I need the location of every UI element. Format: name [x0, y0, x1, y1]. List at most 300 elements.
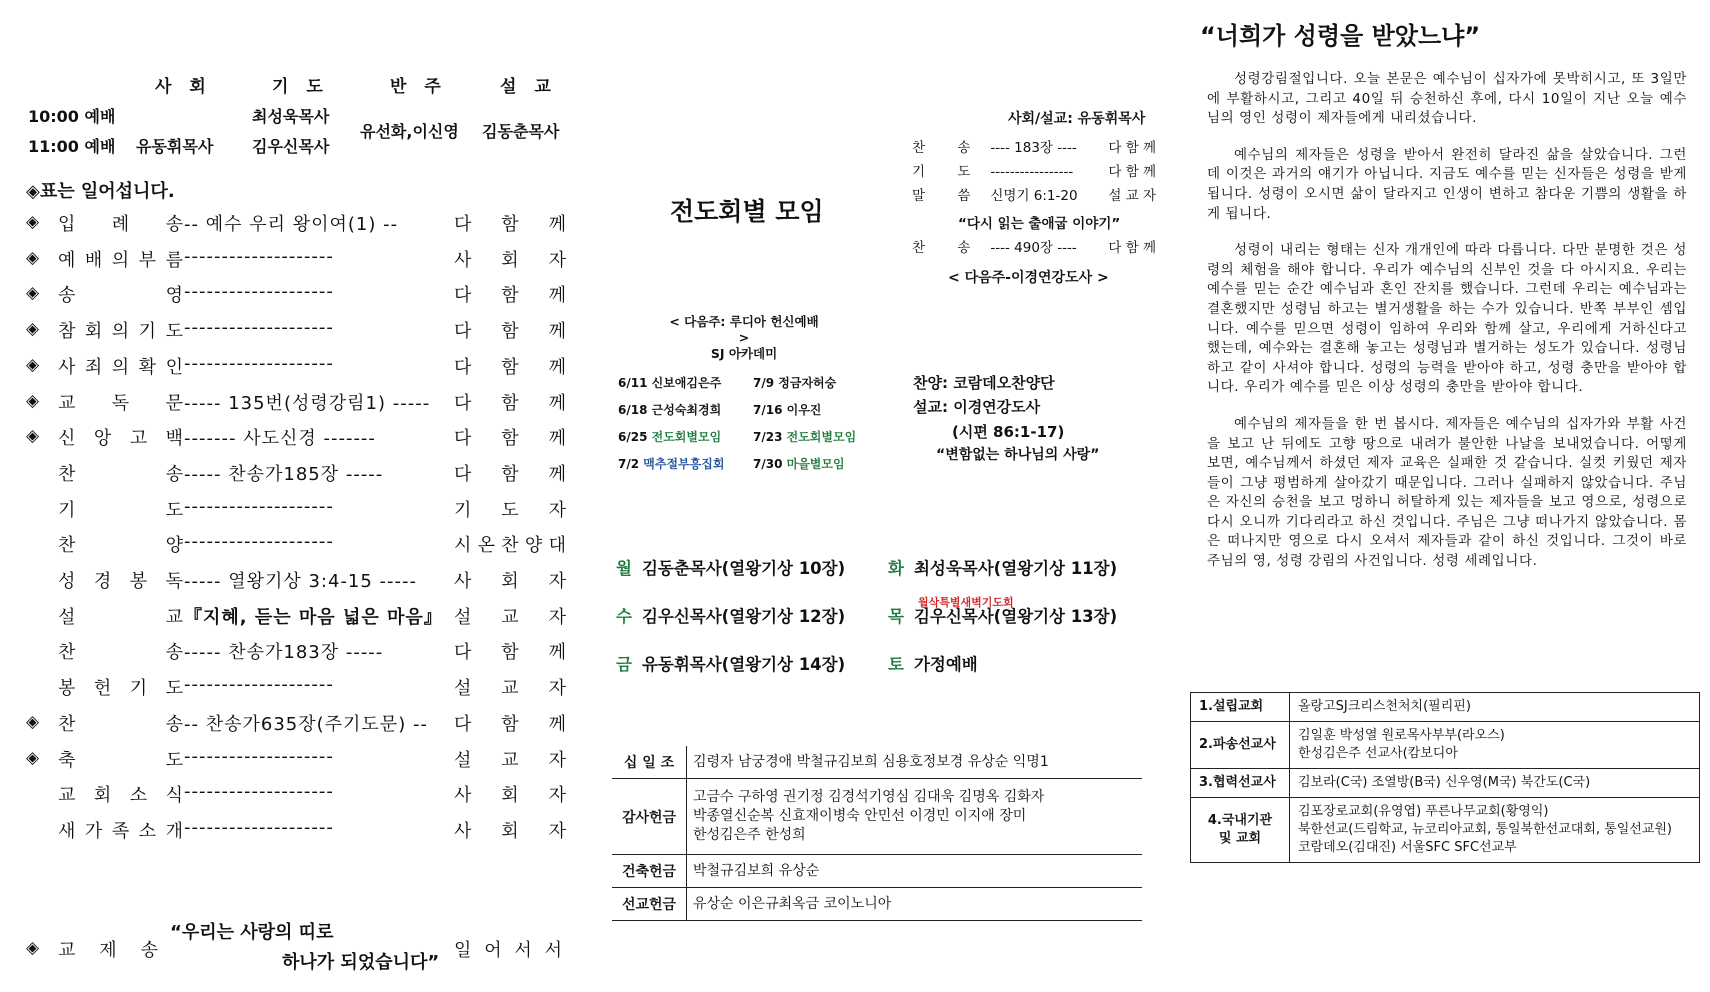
offering-type: 건축헌금 — [612, 855, 687, 888]
char: 양 — [524, 535, 543, 557]
offering-type: 선교헌금 — [612, 888, 687, 921]
header-prayer: 기 도 — [272, 77, 329, 97]
char: 회 — [501, 249, 519, 271]
order-item-detail: -------------------- — [184, 245, 334, 267]
order-row — [26, 781, 566, 811]
offering-type: 감사헌금 — [612, 779, 687, 855]
char: 대 — [548, 535, 566, 557]
calendar-date: 6/11 — [618, 376, 648, 390]
char: 축 — [58, 749, 76, 771]
char: 자 — [548, 678, 566, 700]
next-event-line-1: < 다음주: 루디아 헌신예배 > — [669, 314, 819, 345]
char: 함 — [501, 214, 519, 235]
char: 헌 — [93, 678, 112, 700]
calendar-item — [618, 374, 721, 391]
char: 찬 — [58, 642, 76, 664]
order-item-name — [58, 424, 183, 450]
order-item-role — [454, 281, 566, 307]
item-label: 말 씀 — [912, 188, 985, 204]
char: 설 — [454, 678, 472, 700]
char: 설 — [454, 606, 472, 628]
char: 께 — [548, 214, 566, 235]
char: 족 — [111, 820, 130, 842]
char: 기 — [129, 678, 148, 700]
stand-mark: ◈ — [26, 711, 40, 732]
mission-line: 한성김은주 선교사(캄보디아 — [1298, 746, 1458, 761]
char: 신 — [58, 428, 76, 450]
char: 경 — [93, 571, 112, 592]
order-item-role — [454, 746, 566, 772]
item-label: 찬 송 — [912, 140, 985, 156]
order-item-detail: -------------------- — [184, 531, 334, 553]
char: 어 — [484, 940, 502, 961]
char: 기 — [454, 499, 472, 521]
dawn-sat: 토 가정예배 — [888, 655, 978, 674]
sermon-title: “너희가 성령을 받았느냐” — [1200, 22, 1481, 50]
mission-line: 김일훈 박성열 원로목사부부(라오스) — [1298, 728, 1505, 743]
order-item-detail: -------------------- — [184, 495, 334, 517]
char: 앙 — [93, 428, 112, 450]
char: 송 — [58, 285, 76, 307]
char: 시 — [454, 535, 472, 557]
mission-details — [1290, 722, 1700, 769]
stand-mark: ◈ — [26, 390, 40, 411]
mission-row — [1191, 693, 1700, 722]
char: 교 — [165, 606, 183, 628]
closing-role — [454, 936, 562, 962]
calendar-event: 신보애김은주 — [651, 376, 722, 390]
calendar-date: 7/16 — [753, 403, 783, 417]
order-item-name — [58, 353, 183, 379]
char: 개 — [165, 820, 183, 842]
char: 배 — [84, 249, 103, 271]
order-item-name — [58, 281, 183, 307]
order-item-name — [58, 389, 183, 415]
calendar-event: 마을별모임 — [786, 457, 845, 471]
mission-line: 올랑고SJ크리스천처치(필리핀) — [1298, 699, 1471, 714]
group-meeting-host: 사회/설교: 유동휘목사 — [1008, 111, 1146, 127]
sermon-paragraph: 예수님의 제자들을 한 번 봅시다. 제자들은 예수님의 십자가와 부활 사건을 보고 난 뒤에도 고향 땅으로 내려가 불안한 나날을 보내었습니다. 어떻게 보면, 예수님께서 하셨던 제자 교육은 실패한 것 같습니다. 실컷 키웠던 제자들이 그냥 평범하게 살아갔기 때문입니다. 그러나 실패하지 않았습니다. 주님은 자신의 승천을 보고 멍하니 허탈하게 있는 제자들을 보고 영으로, 성령으로 다시 오니까 기다리라고 하신 것입니다. 주님은 그냥 떠나가지 않았습니다. 몸은 떠나지만 영으로 다시 오셔서 제자들과 같이 하신 것입니다. 그것이 바로 주님의 영, 성령 강림의 사건입니다. 성령 세례입니다. — [1207, 415, 1687, 570]
item-role: 다 함 께 — [1108, 240, 1157, 256]
offering-names: 유상순 이은규최옥금 코이노니아 — [687, 888, 1143, 921]
order-row — [26, 246, 566, 276]
order-item-role — [454, 424, 566, 450]
offering-names: 김령자 남궁경애 박철규김보희 심용호정보경 유상순 익명1 — [687, 746, 1143, 779]
header-accompanist: 반 주 — [390, 77, 447, 97]
order-item-detail: -------------------- — [184, 281, 334, 303]
order-item-role — [454, 389, 566, 415]
sermon-paragraph: 성령강림절입니다. 오늘 본문은 예수님이 십자가에 못박히시고, 또 3일만에 부활하시고, 그리고 40일 뒤 승천하신 후에, 다시 10일이 지난 오늘 예수님의 영인 성령이 제자들에게 내리셨습니다. — [1207, 71, 1687, 127]
char: 다 — [454, 285, 472, 307]
order-row — [26, 710, 566, 740]
char: 문 — [165, 392, 183, 414]
missions-table — [1190, 692, 1700, 863]
closing-line-1: “우리는 사랑의 띠로 — [170, 922, 334, 943]
char: 서 — [544, 940, 562, 961]
char: 양 — [165, 535, 183, 557]
char: 다 — [454, 214, 472, 235]
char: 독 — [165, 571, 183, 592]
calendar-event: 근성숙최경희 — [651, 403, 722, 417]
char: 송 — [165, 713, 183, 735]
char: 송 — [165, 642, 183, 664]
char: 설 — [454, 749, 472, 771]
sermon-paragraph: 성령이 내리는 형태는 신자 개개인에 따라 다릅니다. 다만 분명한 것은 성령의 체험을 해야 합니다. 우리가 예수님의 신부인 것을 다 아시지요. 우리는 예수를 믿는 순간 예수님과 혼인 잔치를 했습니다. 그런데 우리는 예수님과는 결혼했지만 성령님 하고는 별거생활을 하는 수가 있습니다. 반쪽 부부인 셈입니다. 예수를 믿으면 성령이 임하여 우리와 함께 살고, 우리에게 거하신다고 했는데, 예수와는 결혼해 놓고는 성령님과 별거하는 성도가 있습니다. 성령님하고 같이 사셔야 합니다. 성령의 능력을 받아야 하고, 성령 충만을 받아야 합니다. 우리가 예수를 믿은 이상 성령의 충만을 받아야 합니다. — [1207, 242, 1687, 396]
char: 도 — [165, 321, 183, 343]
char: 함 — [501, 356, 519, 378]
calendar-date: 6/18 — [618, 403, 648, 417]
calendar-item — [753, 455, 845, 472]
char: 자 — [548, 785, 566, 807]
order-item-detail: ----- 135번(성령강림1) ----- — [184, 392, 431, 414]
order-item-detail: ----- 찬송가185장 ----- — [184, 463, 384, 485]
calendar-item — [753, 428, 856, 445]
mission-line: 김포장로교회(유영엽) 푸른나무교회(황영익) — [1298, 804, 1549, 819]
char: 께 — [548, 463, 566, 485]
char: 소 — [129, 785, 148, 807]
stand-mark: ◈ — [26, 247, 40, 268]
char: 름 — [165, 249, 183, 271]
order-item-role — [454, 674, 566, 700]
stand-mark: ◈ — [26, 212, 40, 232]
char: 다 — [454, 392, 472, 414]
order-item-detail: -- 찬송가635장(주기도문) -- — [184, 713, 428, 735]
order-item-name — [58, 567, 183, 593]
order-item-role — [454, 603, 566, 629]
mission-category: 2.파송선교사 — [1191, 722, 1290, 769]
service-host: 유동휘목사 — [136, 137, 214, 156]
char: 회 — [501, 820, 519, 842]
dawn-tue: 화 최성욱목사(열왕기상 11장) — [888, 559, 1118, 578]
char: 께 — [548, 321, 566, 343]
char: 함 — [501, 642, 519, 664]
char: 께 — [548, 642, 566, 664]
order-row — [26, 603, 566, 633]
service-time: 10:00 예배 — [28, 107, 116, 126]
char: 자 — [548, 499, 566, 521]
char: 도 — [501, 499, 519, 521]
mission-category: 1.설립교회 — [1191, 693, 1290, 722]
char: 봉 — [129, 571, 148, 592]
char: 온 — [477, 535, 496, 557]
offering-names: 박철규김보희 유상순 — [687, 855, 1143, 888]
stand-mark: ◈ — [26, 283, 40, 304]
mission-details — [1290, 798, 1700, 863]
next-event-line-2: SJ 아카데미 — [710, 346, 778, 361]
praise-title: “변함없는 하나님의 사랑” — [936, 447, 1100, 463]
order-item-name — [58, 674, 183, 700]
char: 자 — [548, 820, 566, 842]
char: 함 — [501, 428, 519, 450]
calendar-item — [618, 428, 721, 445]
char: 교 — [58, 940, 76, 961]
group-meeting-item — [912, 236, 1156, 256]
order-row — [26, 389, 566, 419]
order-item-detail: ----- 찬송가183장 ----- — [184, 642, 384, 664]
char: 사 — [454, 571, 472, 592]
order-item-detail: -- 예수 우리 왕이여(1) -- — [184, 214, 399, 235]
char: 회 — [501, 571, 519, 592]
group-meeting-item — [912, 136, 1156, 156]
calendar-date: 7/30 — [753, 457, 783, 471]
service-prayer: 최성욱목사 — [252, 107, 330, 126]
char: 소 — [138, 820, 157, 842]
char: 고 — [129, 428, 148, 450]
order-item-role — [454, 781, 566, 807]
order-item-name — [58, 246, 183, 272]
char: 함 — [501, 285, 519, 307]
next-event — [664, 314, 824, 362]
group-meeting-item — [912, 160, 1156, 180]
char: 자 — [548, 249, 566, 271]
offering-row — [612, 888, 1142, 921]
order-item-name — [58, 531, 183, 557]
next-week-preacher: < 다음주-이경연강도사 > — [948, 270, 1109, 286]
stand-mark: ◈ — [26, 319, 40, 340]
char: 다 — [454, 428, 472, 450]
mission-line: 김보라(C국) 조열방(B국) 신우영(M국) 북간도(C국) — [1298, 775, 1591, 790]
char: 께 — [548, 356, 566, 378]
calendar-item — [753, 401, 821, 418]
char: 송 — [165, 214, 183, 235]
char: 도 — [165, 749, 183, 771]
dawn-mon: 월 김동춘목사(열왕기상 10장) — [616, 559, 846, 578]
order-item-name — [58, 210, 183, 236]
char: 회 — [501, 785, 519, 807]
offering-row — [612, 746, 1142, 779]
dawn-wed: 수 김우신목사(열왕기상 12장) — [616, 607, 846, 626]
mission-row — [1191, 769, 1700, 798]
order-item-name — [58, 317, 183, 343]
calendar-event: 이우진 — [786, 403, 822, 417]
calendar-event: 맥추절부흥집회 — [643, 457, 725, 471]
char: 참 — [58, 321, 76, 343]
char: 입 — [58, 214, 76, 235]
dawn-thu: 목 김우신목사(열왕기상 13장) — [888, 607, 1118, 626]
order-row — [26, 281, 566, 311]
char: 예 — [58, 249, 76, 271]
char: 송 — [140, 940, 158, 961]
order-item-detail: ----- 열왕기상 3:4-15 ----- — [184, 571, 418, 592]
char: 독 — [111, 392, 130, 414]
item-detail: ---- 183장 ---- — [990, 140, 1077, 156]
order-row — [26, 638, 566, 668]
closing-name — [58, 936, 158, 962]
item-role: 다 함 께 — [1108, 140, 1157, 156]
offering-names: 고금수 구하영 권기정 김경석기영심 김대욱 김명옥 김화자 박종열신순복 신효재이병숙 안민선 이경민 이지애 장미 한성김은주 한성희 — [687, 779, 1143, 855]
item-detail: ----------------- — [990, 164, 1074, 180]
praise-text: (시편 86:1-17) — [952, 423, 1065, 441]
order-row — [26, 460, 566, 490]
calendar-event: 전도회별모임 — [786, 430, 857, 444]
order-item-name — [58, 781, 183, 807]
calendar-item — [753, 374, 836, 391]
calendar-date: 7/2 — [618, 457, 640, 471]
offering-row — [612, 855, 1142, 888]
praise-choir: 찬양: 코람데오찬양단 — [913, 374, 1055, 392]
char: 가 — [84, 820, 103, 842]
item-detail: ---- 490장 ---- — [990, 240, 1077, 256]
char: 자 — [548, 606, 566, 628]
offerings-table — [612, 746, 1142, 921]
char: 함 — [501, 392, 519, 414]
order-item-role — [454, 496, 566, 522]
calendar-item — [618, 455, 724, 472]
order-item-detail: -------------------- — [184, 352, 334, 374]
char: 함 — [501, 463, 519, 485]
header-preacher: 설 교 — [500, 77, 557, 97]
word-title: “다시 읽는 출애굽 이야기” — [958, 216, 1121, 232]
praise-preacher: 설교: 이경연강도사 — [913, 398, 1041, 416]
mission-category: 4.국내기관 및 교회 — [1191, 798, 1290, 863]
order-item-name — [58, 710, 183, 736]
order-item-role — [454, 317, 566, 343]
order-row — [26, 531, 566, 561]
order-item-role — [454, 353, 566, 379]
char: 자 — [548, 571, 566, 592]
calendar-item — [618, 401, 721, 418]
char: 인 — [165, 356, 183, 378]
char: 다 — [454, 463, 472, 485]
mission-category: 3.협력선교사 — [1191, 769, 1290, 798]
char: 설 — [58, 606, 76, 628]
item-role: 설 교 자 — [1108, 188, 1157, 204]
char: 부 — [138, 249, 157, 271]
char: 찬 — [58, 713, 76, 735]
char: 영 — [165, 285, 183, 307]
char: 함 — [501, 321, 519, 343]
char: 봉 — [58, 678, 76, 700]
calendar-date: 6/25 — [618, 430, 648, 444]
calendar-date: 7/23 — [753, 430, 783, 444]
order-item-detail: 『지혜, 듣는 마음 넓은 마음』 — [184, 606, 443, 628]
order-item-name — [58, 638, 183, 664]
char: 사 — [454, 820, 472, 842]
char: 께 — [548, 713, 566, 735]
stand-note: ◈표는 일어섭니다. — [26, 181, 175, 202]
order-row — [26, 674, 566, 704]
offering-row — [612, 779, 1142, 855]
order-item-detail: -------------------- — [184, 816, 334, 838]
char: 교 — [501, 749, 519, 771]
char: 례 — [111, 214, 130, 235]
group-meeting-item — [912, 184, 1156, 204]
service-prayer: 김우신목사 — [252, 137, 330, 156]
char: 다 — [454, 356, 472, 378]
char: 확 — [138, 356, 157, 378]
mission-line: 북한선교(드림학교, 뉴코리아교회, 통일북한선교대회, 통일선교원) — [1298, 822, 1673, 837]
char: 께 — [548, 285, 566, 307]
item-label: 기 도 — [912, 164, 985, 180]
calendar-event: 정금자허숭 — [778, 376, 837, 390]
order-row — [26, 317, 566, 347]
char: 도 — [165, 499, 183, 521]
order-item-role — [454, 817, 566, 843]
mission-details — [1290, 693, 1700, 722]
mission-line: 코람데오(김대진) 서울SFC SFC선교부 — [1298, 840, 1517, 855]
char: 사 — [58, 356, 76, 378]
order-item-role — [454, 710, 566, 736]
char: 다 — [454, 321, 472, 343]
char: 제 — [99, 940, 117, 961]
char: 다 — [454, 713, 472, 735]
char: 함 — [501, 713, 519, 735]
order-item-detail: ------- 사도신경 ------- — [184, 428, 376, 450]
char: 의 — [111, 249, 130, 271]
order-row — [26, 817, 566, 847]
service-accompanist: 유선화,이신영 — [360, 122, 459, 141]
char: 의 — [111, 321, 130, 343]
char: 백 — [165, 428, 183, 450]
char: 교 — [58, 785, 76, 807]
sermon-paragraph: 예수님의 제자들은 성령을 받아서 완전히 달라진 삶을 살았습니다. 그런데 이것은 과거의 얘기가 아닙니다. 지금도 예수를 믿는 신자들은 성령을 받게 됩니다. 성령이 오시면 삶이 달라지고 인생이 변하고 참다운 기쁨의 생활을 하게 됩니다. — [1207, 146, 1687, 222]
order-row — [26, 746, 566, 776]
order-item-detail: -------------------- — [184, 781, 334, 803]
order-item-role — [454, 460, 566, 486]
char: 자 — [548, 749, 566, 771]
order-row — [26, 424, 566, 454]
dawn-fri: 금 유동휘목사(열왕기상 14장) — [616, 655, 846, 674]
item-role: 다 함 께 — [1108, 164, 1157, 180]
char: 교 — [501, 606, 519, 628]
char: 성 — [58, 571, 76, 592]
order-item-name — [58, 746, 183, 772]
service-preacher: 김동춘목사 — [482, 122, 560, 141]
order-item-name — [58, 460, 183, 486]
char: 도 — [165, 678, 183, 700]
calendar-date: 7/9 — [753, 376, 775, 390]
dawn-special-note: 월삭특별새벽기도회 — [918, 596, 1014, 609]
char: 의 — [111, 356, 130, 378]
order-item-role — [454, 531, 566, 557]
order-item-role — [454, 210, 566, 236]
order-item-name — [58, 817, 183, 843]
stand-mark: ◈ — [26, 426, 40, 447]
sermon-body — [1207, 70, 1687, 589]
stand-mark: ◈ — [26, 747, 40, 768]
char: 께 — [548, 428, 566, 450]
char: 사 — [454, 785, 472, 807]
char: 새 — [58, 820, 76, 842]
char: 사 — [454, 249, 472, 271]
order-item-role — [454, 567, 566, 593]
char: 찬 — [58, 535, 76, 557]
mission-details — [1290, 769, 1700, 798]
order-row — [26, 567, 566, 597]
char: 일 — [454, 940, 472, 961]
header-host: 사 회 — [155, 77, 212, 97]
mission-row — [1191, 798, 1700, 863]
mission-row — [1191, 722, 1700, 769]
calendar-event: 전도회별모임 — [651, 430, 722, 444]
order-item-name — [58, 496, 183, 522]
char: 께 — [548, 392, 566, 414]
char: 회 — [93, 785, 112, 807]
char: 식 — [165, 785, 183, 807]
item-detail: 신명기 6:1-20 — [990, 188, 1078, 204]
stand-mark: ◈ — [26, 938, 40, 958]
group-meeting-title: 전도회별 모임 — [670, 197, 824, 226]
item-label: 찬 송 — [912, 240, 985, 256]
char: 찬 — [501, 535, 519, 557]
order-item-detail: -------------------- — [184, 674, 334, 696]
char: 서 — [514, 940, 532, 961]
order-item-role — [454, 638, 566, 664]
char: 찬 — [58, 463, 76, 485]
offering-type: 십 일 조 — [612, 746, 687, 779]
order-row — [26, 496, 566, 526]
char: 기 — [58, 499, 76, 521]
